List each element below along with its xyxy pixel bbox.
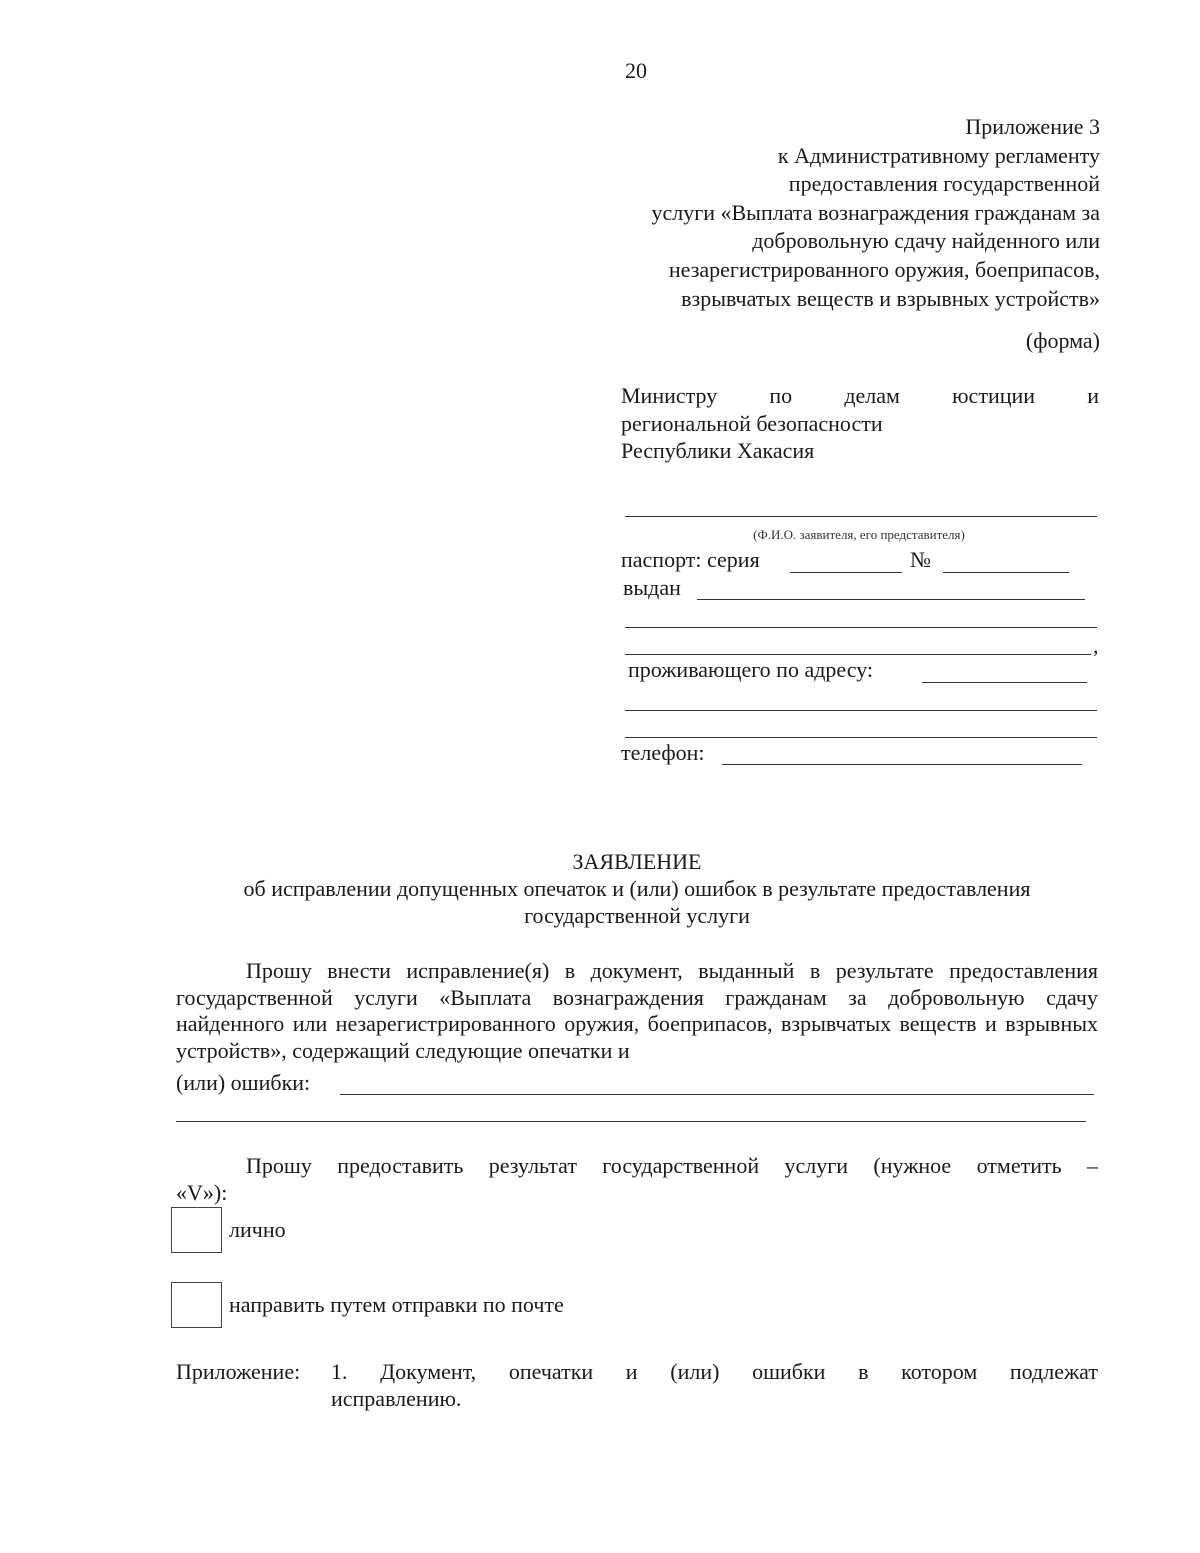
page-number: 20	[625, 58, 647, 83]
mail-checkbox[interactable]	[171, 1282, 222, 1328]
statement-subtitle-1: об исправлении допущенных опечаток и (или) ошибок в результате предоставления	[243, 876, 1031, 901]
address-field-line-3[interactable]	[625, 737, 1097, 738]
addressee-line-2: региональной безопасности	[621, 410, 883, 436]
addressee-word: Министру	[621, 383, 718, 408]
phone-label: телефон:	[621, 740, 705, 765]
appendix-line: взрывчатых веществ и взрывных устройств»	[681, 285, 1100, 311]
address-label: проживающего по адресу:	[628, 657, 874, 682]
passport-number-field[interactable]	[943, 572, 1069, 573]
errors-field[interactable]	[340, 1094, 1094, 1095]
issued-comma: ,	[1093, 633, 1099, 658]
passport-number-label: №	[910, 547, 931, 572]
phone-field[interactable]	[722, 764, 1082, 765]
request-text: Прошу внести исправление(я) в документ, выданный в результате предоставления государственной услуги «Выплата вознаграждения гражданам за добровольную сдачу найденного или незарегистрированного оружия, боеприпасов, взрывчатых веществ и взрывных устройств», содержащий следующие опечатки и	[176, 958, 1098, 1063]
statement-heading: ЗАЯВЛЕНИЕ	[572, 849, 702, 874]
delivery-intro-line-1: Прошу предоставить результат государственной услуги (нужное отметить –	[246, 1153, 1098, 1178]
statement-title-block	[170, 848, 1104, 929]
appendix-line: незарегистрированного оружия, боеприпасов,	[668, 256, 1100, 282]
mail-option-label: направить путем отправки по почте	[229, 1292, 564, 1317]
appendix-line: Приложение 3	[965, 114, 1100, 139]
addressee-word: по	[769, 383, 793, 408]
appendix-line: к Административному регламенту	[777, 142, 1100, 168]
delivery-intro-line-2: «V»):	[176, 1180, 228, 1205]
issued-field[interactable]	[697, 599, 1085, 600]
appendix-line: добровольную сдачу найденного или	[752, 228, 1100, 254]
attachment-block	[176, 1358, 1098, 1412]
errors-field-line-2[interactable]	[176, 1121, 1086, 1122]
request-paragraph	[176, 958, 1098, 1064]
applicant-name-field[interactable]	[625, 516, 1097, 517]
delivery-intro	[176, 1153, 1098, 1180]
statement-subtitle-2: государственной услуги	[524, 903, 750, 928]
passport-series-label: паспорт: серия	[621, 547, 760, 572]
errors-label: (или) ошибки:	[176, 1070, 311, 1095]
addressee-word: и	[1087, 383, 1099, 408]
addressee-word: юстиции	[952, 383, 1036, 408]
address-field[interactable]	[922, 682, 1087, 683]
addressee-word: делам	[844, 383, 900, 408]
passport-series-field[interactable]	[790, 572, 902, 573]
attachment-label: Приложение:	[176, 1359, 301, 1384]
address-field-line-2[interactable]	[625, 710, 1097, 711]
issued-label: выдан	[623, 575, 681, 600]
issued-field-line-3[interactable]	[625, 654, 1091, 655]
attachment-item-line-2: исправлению.	[331, 1386, 462, 1411]
personal-option-label: лично	[229, 1217, 286, 1242]
appendix-line: предоставления государственной	[788, 171, 1100, 197]
appendix-header	[480, 113, 1100, 313]
addressee-block	[621, 382, 1099, 465]
form-label: (форма)	[1025, 328, 1100, 353]
addressee-line-1	[621, 382, 1099, 410]
personal-checkbox[interactable]	[171, 1207, 222, 1253]
applicant-caption: (Ф.И.О. заявителя, его представителя)	[753, 527, 965, 542]
issued-field-line-2[interactable]	[625, 627, 1097, 628]
appendix-line: услуги «Выплата вознаграждения гражданам за	[651, 199, 1100, 225]
addressee-line-3: Республики Хакасия	[621, 438, 815, 463]
attachment-item-line-1: 1. Документ, опечатки и (или) ошибки в котором подлежат	[331, 1359, 1098, 1384]
